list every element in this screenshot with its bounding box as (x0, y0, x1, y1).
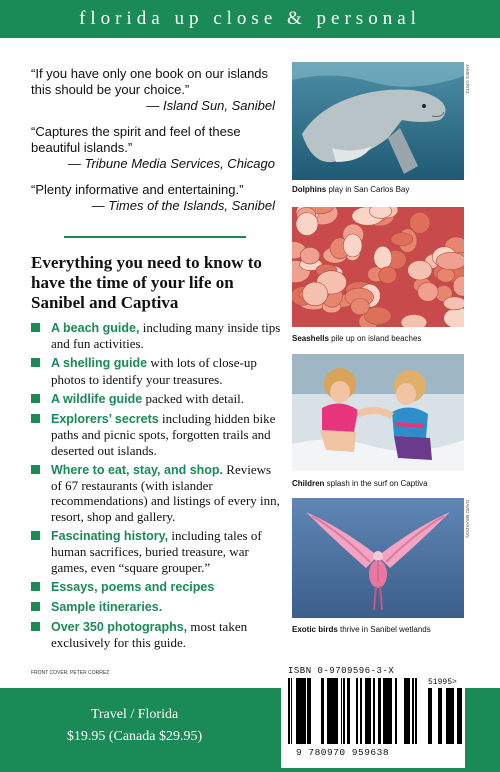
feature-item (31, 619, 283, 651)
divider (64, 236, 246, 238)
caption-text: pile up on island beaches (328, 334, 422, 343)
dolphin-photo (292, 62, 464, 180)
quote-text: “If you have only one book on our islands this should be your choice.” (31, 66, 269, 97)
feature-item (31, 528, 283, 575)
feature-item (31, 391, 283, 407)
feature-item (31, 462, 283, 525)
review-quote (31, 182, 281, 214)
quote-text: “Plenty informative and entertaining.” (31, 182, 244, 197)
feature-highlight: A wildlife guide (51, 391, 143, 406)
book-category: Travel / Florida (90, 707, 179, 722)
quote-source: — Tribune Media Services, Chicago (67, 156, 275, 171)
feature-text: including tales of human sacrifices, buried treasure, war games, even “square grouper.” (51, 527, 262, 575)
feature-highlight: A beach guide, (51, 321, 140, 335)
feature-list (31, 320, 283, 654)
bullet-square-icon (31, 465, 40, 474)
quote-source: — Island Sun, Sanibel (146, 98, 275, 113)
review-quote (31, 124, 281, 172)
photo-credit: JAMES GRITZ (465, 64, 470, 94)
feature-text: packed with detail. (142, 390, 245, 406)
cover-photo-credit: FRONT COVER: PETER CORREZ (31, 670, 110, 676)
caption-subject: Dolphins (292, 185, 327, 194)
bullet-square-icon (31, 622, 40, 631)
feature-highlight: Sample itineraries. (51, 599, 163, 614)
bullet-square-icon (31, 323, 40, 332)
feature-text: including hidden bike paths and picnic spots, forgotten trails and deserted out islands. (51, 410, 276, 458)
bullet-square-icon (31, 602, 40, 611)
feature-text: Reviews of 67 restaurants (with islander recommendations) and listings of every inn, resort, shop and gallery. (51, 461, 280, 524)
feature-highlight: Essays, poems and recipes (51, 579, 215, 594)
caption-text: splash in the surf on Captiva (324, 479, 428, 488)
photo-caption (292, 625, 492, 634)
feature-highlight: A shelling guide (51, 356, 148, 371)
bullet-square-icon (31, 582, 40, 591)
feature-item (31, 411, 283, 458)
review-quotes (31, 66, 281, 224)
addon-barcode (428, 688, 462, 746)
bullet-square-icon (31, 394, 40, 403)
book-price: $19.95 (Canada $29.95) (66, 729, 203, 744)
feature-item (31, 355, 283, 387)
caption-text: play in San Carlos Bay (326, 185, 410, 194)
feature-item (31, 579, 283, 595)
feature-highlight: Over 350 photographs, (51, 619, 188, 634)
quote-source: — Times of the Islands, Sanibel (91, 198, 275, 213)
isbn-label: ISBN 0-9709596-3-X (288, 666, 395, 676)
ean-barcode (288, 678, 418, 746)
caption-subject: Exotic birds (292, 625, 338, 634)
feature-highlight: Fascinating history, (51, 528, 169, 543)
photo-caption (292, 479, 492, 488)
seashells-photo (292, 207, 464, 327)
photo-credit: DAVID MEARDON (465, 500, 470, 538)
top-banner (0, 0, 500, 38)
caption-text: thrive in Sanibel wetlands (337, 625, 431, 634)
spoonbill-photo (292, 498, 464, 618)
photo-caption (292, 185, 492, 194)
review-quote (31, 66, 281, 114)
feature-item (31, 320, 283, 352)
price-code: 51995> (428, 678, 457, 687)
bullet-square-icon (31, 358, 40, 367)
caption-subject: Children (292, 479, 325, 488)
children-photo (292, 354, 464, 471)
feature-text: including many inside tips and fun activities. (51, 320, 281, 352)
feature-highlight: Where to eat, stay, and shop. (51, 462, 224, 477)
quote-text: “Captures the spirit and feel of these beautiful islands.” (31, 124, 241, 155)
photo-caption (292, 334, 492, 343)
caption-subject: Seashells (292, 334, 329, 343)
headline: Everything you need to know to have the time of your life on Sanibel and Captiva (31, 253, 262, 312)
feature-text: most taken exclusively for this guide. (51, 618, 248, 651)
feature-highlight: Explorers’ secrets (51, 411, 159, 426)
feature-item (31, 599, 283, 615)
bullet-square-icon (31, 531, 40, 540)
ean-number: 9 780970 959638 (296, 747, 390, 758)
feature-text: with lots of close-up photos to identify your treasures. (51, 355, 257, 387)
bullet-square-icon (31, 414, 40, 423)
series-tagline: florida up close & personal (79, 8, 421, 29)
